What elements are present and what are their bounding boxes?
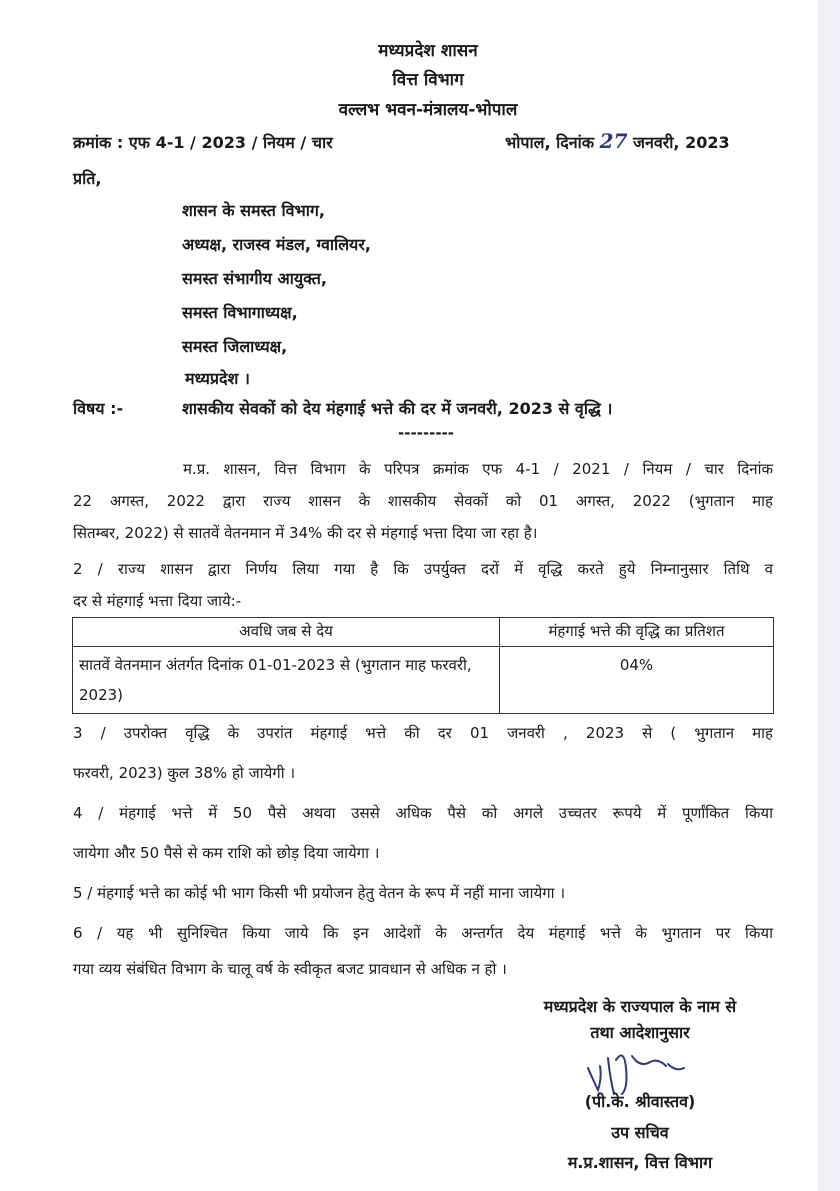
order-number: क्रमांक : एफ 4-1 / 2023 / नियम / चार <box>73 133 333 152</box>
para3-line <box>73 723 773 743</box>
order-date <box>505 129 730 153</box>
subject-label: विषय :- <box>73 399 124 418</box>
date-day-handwritten: 27 <box>599 129 628 153</box>
para6-line: गया व्यय संबंधित विभाग के चालू वर्ष के स्वीकृत बजट प्रावधान से अधिक न हो । <box>73 960 507 978</box>
signoff-authority: मध्यप्रदेश के राज्यपाल के नाम से <box>543 997 737 1016</box>
para4-text: 4 / मंहगाई भत्ते में 50 पैसे अथवा उससे अधिक पैसे को अगले उच्चतर रूपये में पूर्णांकित किया <box>73 804 773 822</box>
para1-line <box>73 491 773 511</box>
recipient: अध्यक्ष, राजस्व मंडल, ग्वालियर, <box>182 235 371 254</box>
signatory-designation: उप सचिव <box>611 1123 669 1142</box>
para2-line <box>73 559 773 579</box>
table-row <box>73 647 774 714</box>
signatory-name: (पी.के. श्रीवास्तव) <box>584 1092 696 1111</box>
header-address: वल्लभ भवन-मंत्रालय-भोपाल <box>338 100 518 120</box>
para3-line: फरवरी, 2023) कुल 38% हो जायेगी । <box>73 764 296 782</box>
recipient: समस्त जिलाध्यक्ष, <box>182 337 288 356</box>
para5-line: 5 / मंहगाई भत्ते का कोई भी भाग किसी भी प्रयोजन हेतु वेतन के रूप में नहीं माना जायेगा । <box>73 884 566 902</box>
subject-text: शासकीय सेवकों को देय मंहगाई भत्ते की दर में जनवरी, 2023 से वृद्धि । <box>182 399 613 418</box>
para4-line: जायेगा और 50 पैसे से कम राशि को छोड़ दिया जायेगा । <box>73 844 380 862</box>
para1-line: सितम्बर, 2022) से सातवें वेतनमान में 34% की दर से मंहगाई भत्ता दिया जा रहा है। <box>73 524 538 542</box>
para3-text: 3 / उपरोक्त वृद्धि के उपरांत मंहगाई भत्ते की दर 01 जनवरी , 2023 से ( भुगतान माह <box>73 724 773 742</box>
page-margin-strip <box>818 0 840 1191</box>
recipient: समस्त विभागाध्यक्ष, <box>182 303 298 322</box>
column-header-period: अवधि जब से देय <box>73 618 500 647</box>
para1-line <box>183 459 773 479</box>
date-suffix: जनवरी, 2023 <box>633 133 730 152</box>
para4-line <box>73 803 773 823</box>
signoff-order: तथा आदेशानुसार <box>590 1023 690 1042</box>
recipient: शासन के समस्त विभाग, <box>182 201 325 220</box>
recipient: समस्त संभागीय आयुक्त, <box>182 269 327 288</box>
to-label: प्रति, <box>73 169 102 188</box>
cell-period: सातवें वेतनमान अंतर्गत दिनांक 01-01-2023 से (भुगतान माह फरवरी, 2023) <box>73 647 500 714</box>
separator: --------- <box>398 424 455 442</box>
header-department: वित्त विभाग <box>392 70 464 90</box>
para2-line: दर से मंहगाई भत्ता दिया जाये:- <box>73 592 242 610</box>
da-rate-table <box>72 617 774 714</box>
para1-text: म.प्र. शासन, वित्त विभाग के परिपत्र क्रमांक एफ 4-1 / 2021 / नियम / चार दिनांक <box>183 460 773 478</box>
cell-percentage: 04% <box>500 647 774 714</box>
para2-text: 2 / राज्य शासन द्वारा निर्णय लिया गया है कि उपर्युक्त दरों में वृद्धि करते हुये निम्नानुसार तिथि व <box>73 560 773 578</box>
para1-text: 22 अगस्त, 2022 द्वारा राज्य शासन के शासकीय सेवकों को 01 अगस्त, 2022 (भुगतान माह <box>73 492 773 510</box>
date-prefix: भोपाल, दिनांक <box>505 133 595 152</box>
header-government: मध्यप्रदेश शासन <box>378 41 478 61</box>
signature-icon <box>580 1038 690 1098</box>
para6-text: 6 / यह भी सुनिश्चित किया जाये कि इन आदेशों के अन्तर्गत देय मंहगाई भत्ते के भुगतान पर किया <box>73 924 773 942</box>
table-header-row <box>73 618 774 647</box>
column-header-percentage: मंहगाई भत्ते की वृद्धि का प्रतिशत <box>500 618 774 647</box>
signatory-office: म.प्र.शासन, वित्त विभाग <box>567 1153 713 1172</box>
para6-line <box>73 923 773 943</box>
recipient: मध्यप्रदेश । <box>185 369 250 388</box>
